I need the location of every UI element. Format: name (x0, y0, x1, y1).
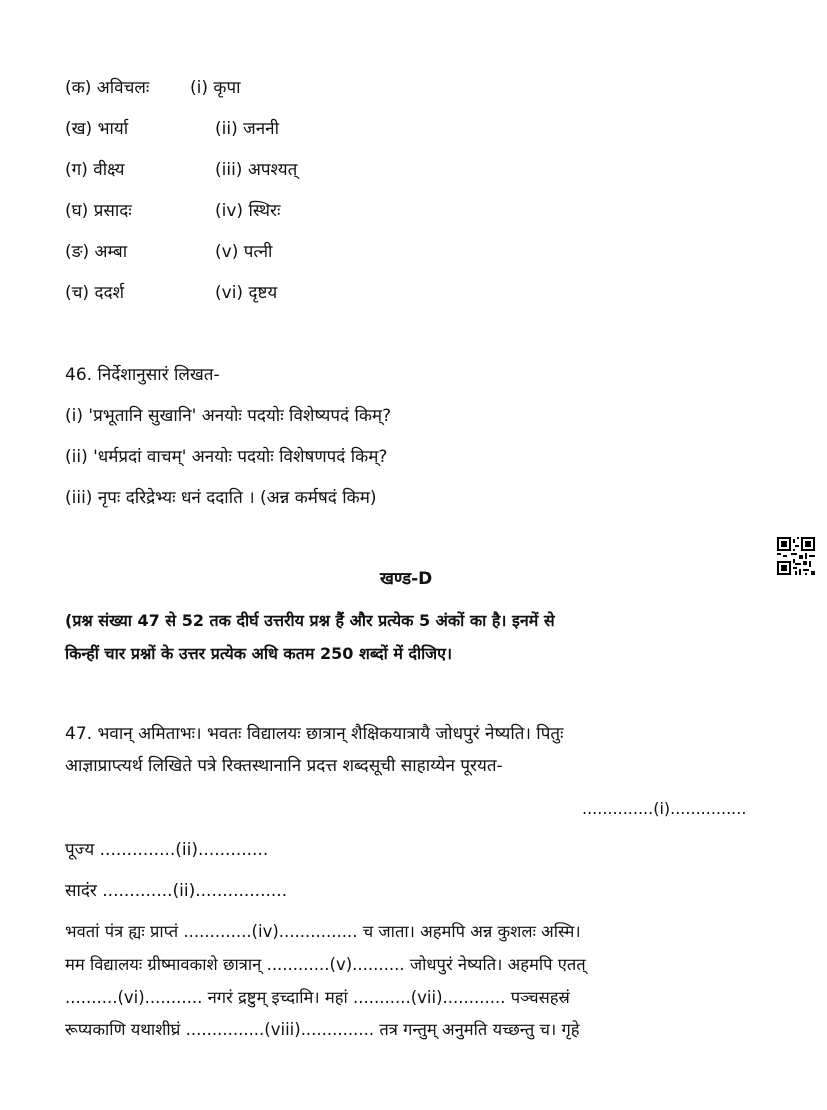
letter-body: मम विद्यालयः ग्रीष्मावकाशे छात्रान् ............(v).......... जोधपुरं नेष्यति। अहमपि एतत् (65, 955, 586, 974)
question-46-item: (ii) 'धर्मप्रदां वाचम्' अनयोः पदयोः विशेषणपदं किम्? (65, 447, 388, 467)
match-right: (v) पत्नी (215, 242, 273, 262)
match-left: (क) अविचलः (65, 78, 150, 98)
match-row (65, 76, 241, 100)
match-row (65, 199, 281, 223)
match-right: (ii) जननी (215, 119, 280, 139)
section-title: खण्ड-D (380, 569, 433, 589)
letter-body: ..........(vi)........... नगरं द्रष्टुम् इच्दामि। महां ...........(vii)............ पञ्चसहस्रं (65, 988, 570, 1007)
letter-blank: ..............(i)............... (582, 799, 747, 818)
letter-salutation: पूज्य ..............(ii)............. (65, 840, 269, 860)
match-left: (घ) प्रसादः (65, 201, 132, 221)
match-row (65, 240, 273, 264)
section-instruction: किन्हीं चार प्रश्नों के उत्तर प्रत्येक अधि कतम 250 शब्दों में दीजिए। (65, 644, 453, 663)
match-left: (ग) वीक्ष्य (65, 160, 125, 180)
section-instruction: (प्रश्न संख्या 47 से 52 तक दीर्घ उत्तरीय प्रश्न हैं और प्रत्येक 5 अंकों का है। इनमें से (65, 611, 555, 630)
letter-body: भवतां पंत्र ह्यः प्राप्तं .............(iv)............... च जाता। अहमपि अन्न कुशलः अस्मि। (65, 922, 581, 941)
match-left: (ख) भार्या (65, 119, 129, 139)
match-right: (iv) स्थिरः (215, 201, 281, 221)
question-47-text: आज्ञाप्राप्त्यर्थ लिखिते पत्रे रिक्तस्थानानि प्रदत्त शब्दसूची साहाय्येन पूरयत- (65, 756, 503, 776)
match-row (65, 158, 298, 182)
letter-body: रूप्यकाणि यथाशीघ्रं ...............(viii).............. तत्र गन्तुम् अनुमति यच्छन्तु च। गृहे (65, 1020, 580, 1039)
letter-greeting: सादंर .............(ii)................. (65, 881, 288, 901)
match-left: (ङ) अम्बा (65, 242, 128, 262)
qr-code-icon (777, 537, 815, 575)
match-row (65, 117, 280, 141)
question-46-heading: 46. निर्देशानुसारं लिखत- (65, 365, 220, 385)
question-46-item: (iii) नृपः दरिद्रेभ्यः धनं ददाति । (अन्न कर्मषदं किम) (65, 488, 377, 508)
match-row (65, 281, 278, 305)
match-right: (iii) अपश्यत् (215, 160, 298, 180)
match-left: (च) ददर्श (65, 283, 125, 303)
question-47-text: 47. भवान् अमिताभः। भवतः विद्यालयः छात्रान् शैक्षिकयात्रायै जोधपुरं नेष्यति। पितुः (65, 724, 564, 744)
match-right: (vi) दृष्टय (215, 283, 278, 303)
question-46-item: (i) 'प्रभूतानि सुखानि' अनयोः पदयोः विशेष्यपदं किम्? (65, 406, 392, 426)
match-right: (i) कृपा (190, 78, 241, 98)
